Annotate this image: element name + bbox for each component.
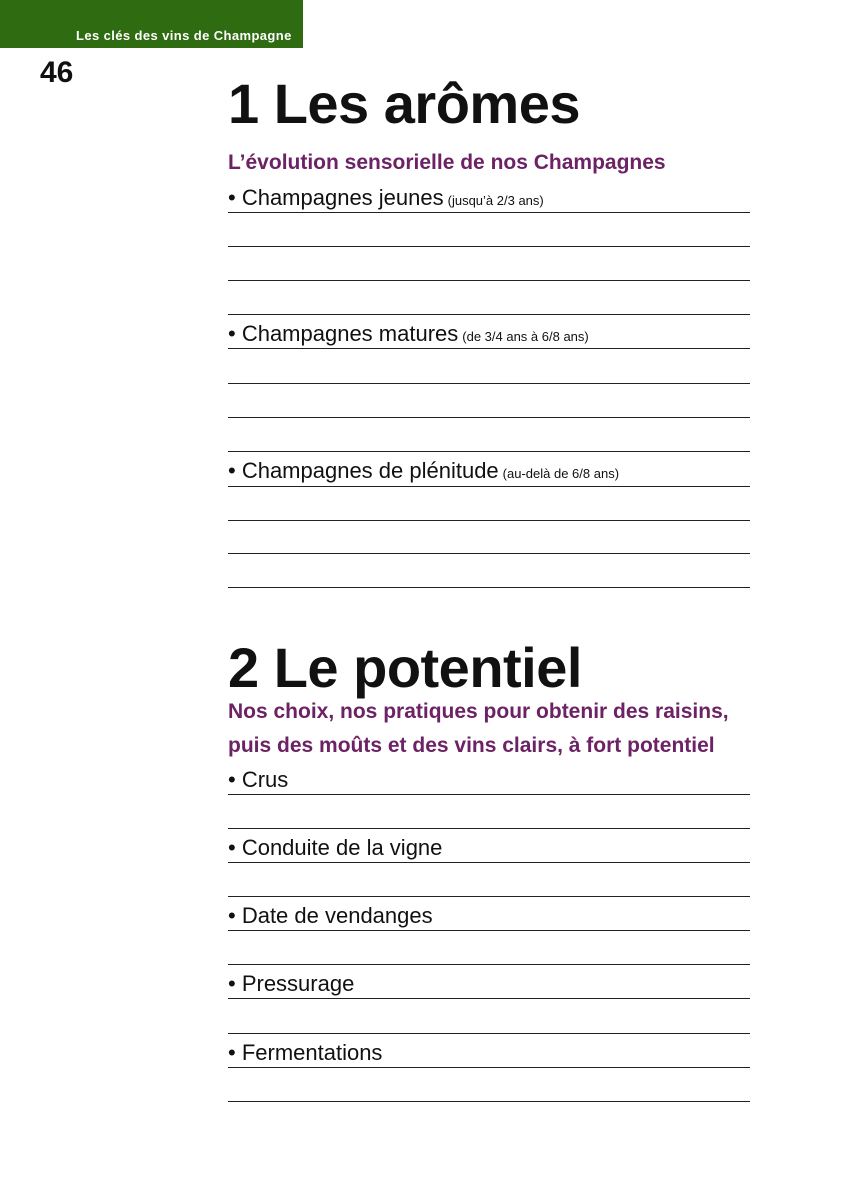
section-1-title: 1 Les arômes — [228, 72, 580, 135]
writing-line[interactable] — [228, 212, 750, 213]
writing-line[interactable] — [228, 520, 750, 521]
writing-line[interactable] — [228, 964, 750, 965]
potential-item-fermentations: • Fermentations — [228, 1040, 383, 1065]
aroma-item-plenitude — [228, 460, 619, 482]
writing-line[interactable] — [228, 553, 750, 554]
writing-line[interactable] — [228, 280, 750, 281]
writing-line[interactable] — [228, 486, 750, 487]
writing-line[interactable] — [228, 246, 750, 247]
header-tab — [0, 0, 303, 48]
aroma-item-note: (au-delà de 6/8 ans) — [502, 466, 620, 481]
writing-line[interactable] — [228, 451, 750, 452]
writing-line[interactable] — [228, 383, 750, 384]
page-number: 46 — [40, 56, 74, 89]
aroma-item-note: (de 3/4 ans à 6/8 ans) — [462, 329, 589, 344]
aroma-item-young — [228, 187, 544, 209]
section-2-subtitle-line-1: Nos choix, nos pratiques pour obtenir des raisins, — [228, 700, 729, 723]
section-2-title: 2 Le potentiel — [228, 636, 582, 699]
section-2-subtitle-line-2: puis des moûts et des vins clairs, à fort potentiel — [228, 734, 715, 757]
aroma-item-note: (jusqu’à 2/3 ans) — [447, 193, 544, 208]
writing-line[interactable] — [228, 930, 750, 931]
potential-item-harvest-date: • Date de vendanges — [228, 903, 433, 928]
aroma-item-label: • Champagnes jeunes — [228, 185, 444, 210]
writing-line[interactable] — [228, 794, 750, 795]
potential-item-pressing: • Pressurage — [228, 971, 355, 996]
potential-item-vine-management: • Conduite de la vigne — [228, 835, 443, 860]
aroma-item-label: • Champagnes de plénitude — [228, 458, 499, 483]
running-title: Les clés des vins de Champagne — [76, 28, 292, 43]
writing-line[interactable] — [228, 896, 750, 897]
writing-line[interactable] — [228, 1033, 750, 1034]
aroma-item-mature — [228, 323, 589, 345]
aroma-item-label: • Champagnes matures — [228, 321, 459, 346]
writing-line[interactable] — [228, 862, 750, 863]
writing-line[interactable] — [228, 998, 750, 999]
writing-line[interactable] — [228, 587, 750, 588]
writing-line[interactable] — [228, 417, 750, 418]
writing-line[interactable] — [228, 1067, 750, 1068]
writing-line[interactable] — [228, 1101, 750, 1102]
section-1-subtitle: L’évolution sensorielle de nos Champagnes — [228, 151, 666, 174]
writing-line[interactable] — [228, 348, 750, 349]
writing-line[interactable] — [228, 314, 750, 315]
potential-item-crus: • Crus — [228, 767, 289, 792]
writing-line[interactable] — [228, 828, 750, 829]
